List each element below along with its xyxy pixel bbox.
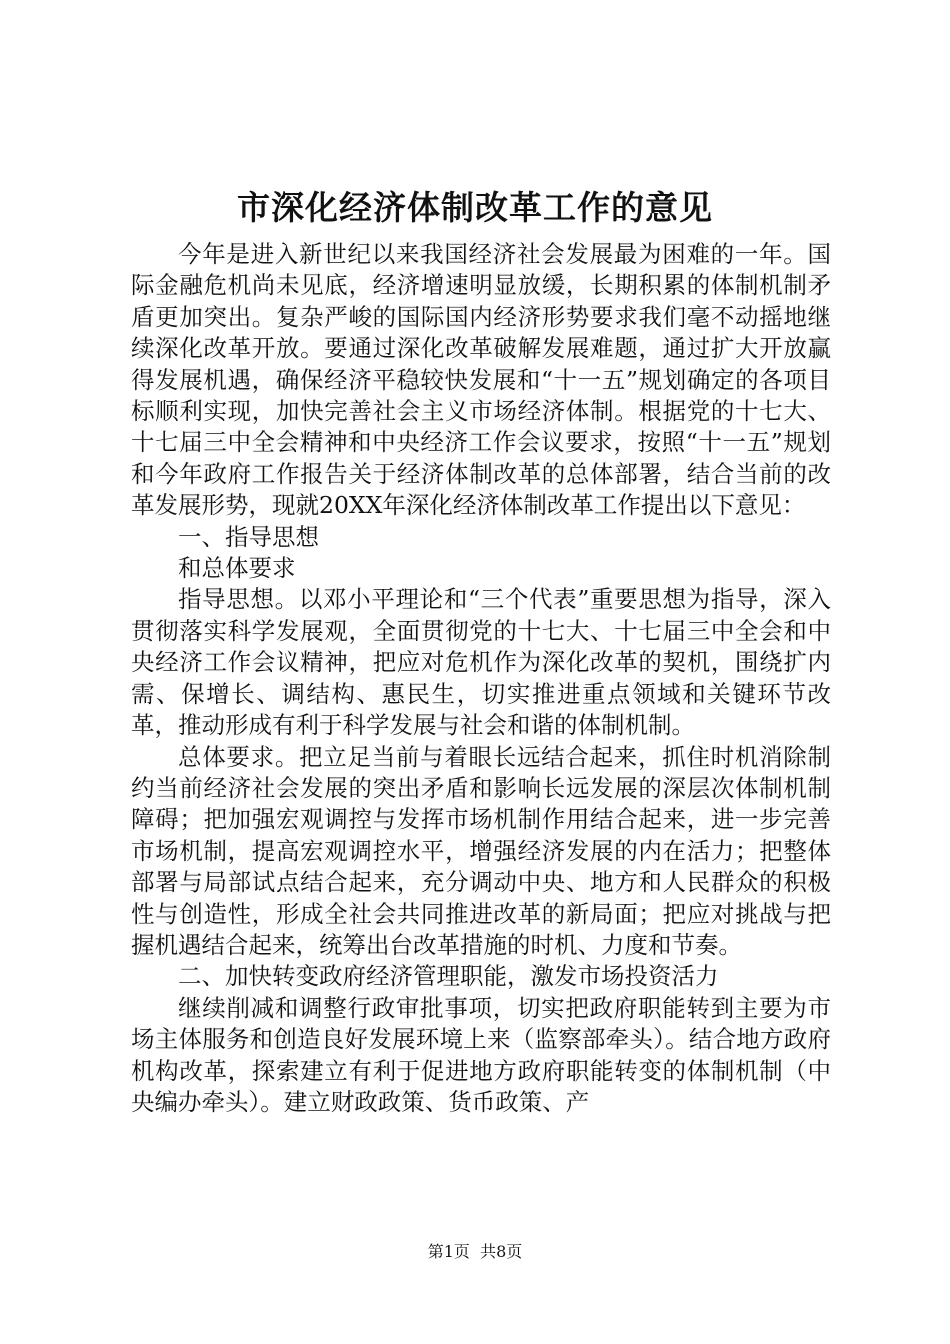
heading-section-1: 一、指导思想: [178, 522, 319, 551]
heading-section-1-cont: 和总体要求: [178, 554, 296, 583]
document-body: [131, 239, 831, 1118]
heading-section-2: 二、加快转变政府经济管理职能，激发市场投资活力: [178, 962, 719, 991]
paragraph-section-2-body: 继续削减和调整行政审批事项，切实把政府职能转到主要为市场主体服务和创造良好发展环境上来（监察部牵头）。结合地方政府机构改革，探索建立有利于促进地方政府职能转变的体制机制（中央编办牵头）。建立财政政策、货币政策、产: [131, 993, 831, 1116]
paragraph-guiding-thought: 指导思想。以邓小平理论和“三个代表”重要思想为指导，深入贯彻落实科学发展观，全面贯彻党的十七大、十七届三中全会和中央经济工作会议精神，把应对危机作为深化改革的契机，围绕扩内需、保增长、调结构、惠民生，切实推进重点领域和关键环节改革，推动形成有利于科学发展与社会和谐的体制机制。: [131, 585, 831, 740]
paragraph-intro: 今年是进入新世纪以来我国经济社会发展最为困难的一年。国际金融危机尚未见底，经济增速明显放缓，长期积累的体制机制矛盾更加突出。复杂严峻的国际国内经济形势要求我们毫不动摇地继续深化改革开放。要通过深化改革破解发展难题，通过扩大开放赢得发展机遇，确保经济平稳较快发展和“十一五”规划确定的各项目标顺利实现，加快完善社会主义市场经济体制。根据党的十七大、十七届三中全会精神和中央经济工作会议要求，按照“十一五”规划和今年政府工作报告关于经济体制改革的总体部署，结合当前的改革发展形势，现就20XX年深化经济体制改革工作提出以下意见：: [131, 240, 831, 520]
document-title: 市深化经济体制改革工作的意见: [237, 188, 713, 227]
page-number: 第1页: [427, 1242, 470, 1261]
page-footer: [0, 1241, 950, 1263]
page-total: 共8页: [480, 1242, 523, 1261]
paragraph-overall-requirements: 总体要求。把立足当前与着眼长远结合起来，抓住时机消除制约当前经济社会发展的突出矛盾和影响长远发展的深层次体制机制障碍；把加强宏观调控与发挥市场机制作用结合起来，进一步完善市场机制，提高宏观调控水平，增强经济发展的内在活力；把整体部署与局部试点结合起来，充分调动中央、地方和人民群众的积极性与创造性，形成全社会共同推进改革的新局面；把应对挑战与把握机遇结合起来，统筹出台改革措施的时机、力度和节奏。: [131, 742, 831, 959]
